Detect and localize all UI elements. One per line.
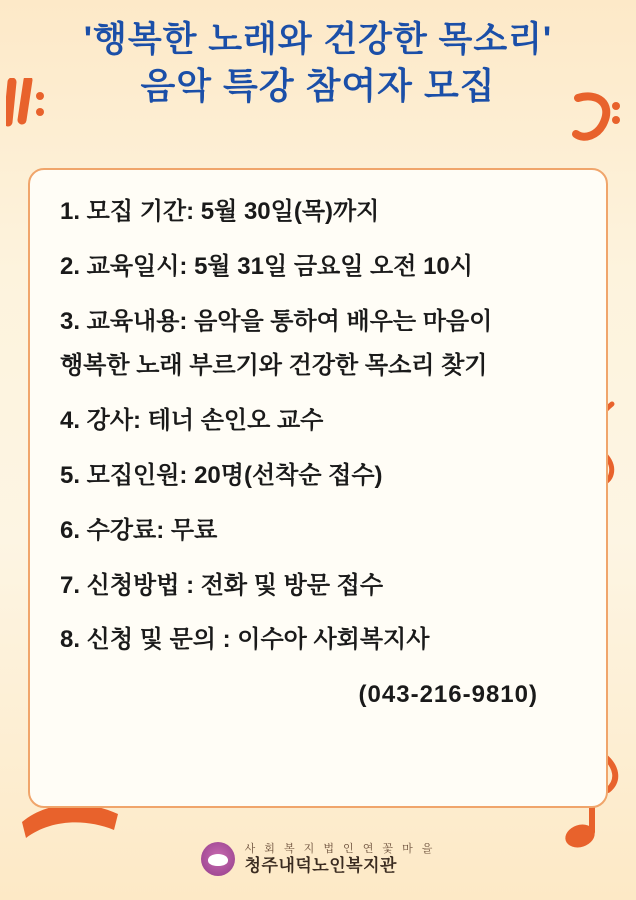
details-card <box>28 168 608 808</box>
list-item: 6. 수강료: 무료 <box>60 516 218 544</box>
list-item: 8. 신청 및 문의 : 이수아 사회복지사 <box>60 626 430 654</box>
lotus-logo-icon <box>201 842 235 876</box>
contact-phone: (043-216-9810) <box>358 681 538 709</box>
list-item: 5. 모집인원: 20명(선착순 접수) <box>60 461 383 489</box>
organization-name: 청주내덕노인복지관 <box>244 855 397 875</box>
organization-name-block <box>245 843 436 875</box>
list-item: 4. 강사: 테너 손인오 교수 <box>60 407 324 435</box>
list-item: 7. 신청방법 : 전화 및 방문 접수 <box>60 571 384 599</box>
poster-title <box>0 0 636 109</box>
list-item: 2. 교육일시: 5월 31일 금요일 오전 10시 <box>60 252 473 280</box>
list-item-continuation: 행복한 노래 부르기와 건강한 목소리 찾기 <box>60 352 488 380</box>
list-item: 3. 교육내용: 음악을 통하여 배우는 마음이 <box>60 307 493 335</box>
list-item: 1. 모집 기간: 5월 30일(목)까지 <box>60 198 380 225</box>
title-line-2: 음악 특강 참여자 모집 <box>140 64 496 106</box>
footer-logo <box>0 842 636 876</box>
organization-subtitle: 사 회 복 지 법 인 연 꽃 마 을 <box>244 842 436 855</box>
title-line-1: '행복한 노래와 건강한 목소리' <box>83 20 553 59</box>
